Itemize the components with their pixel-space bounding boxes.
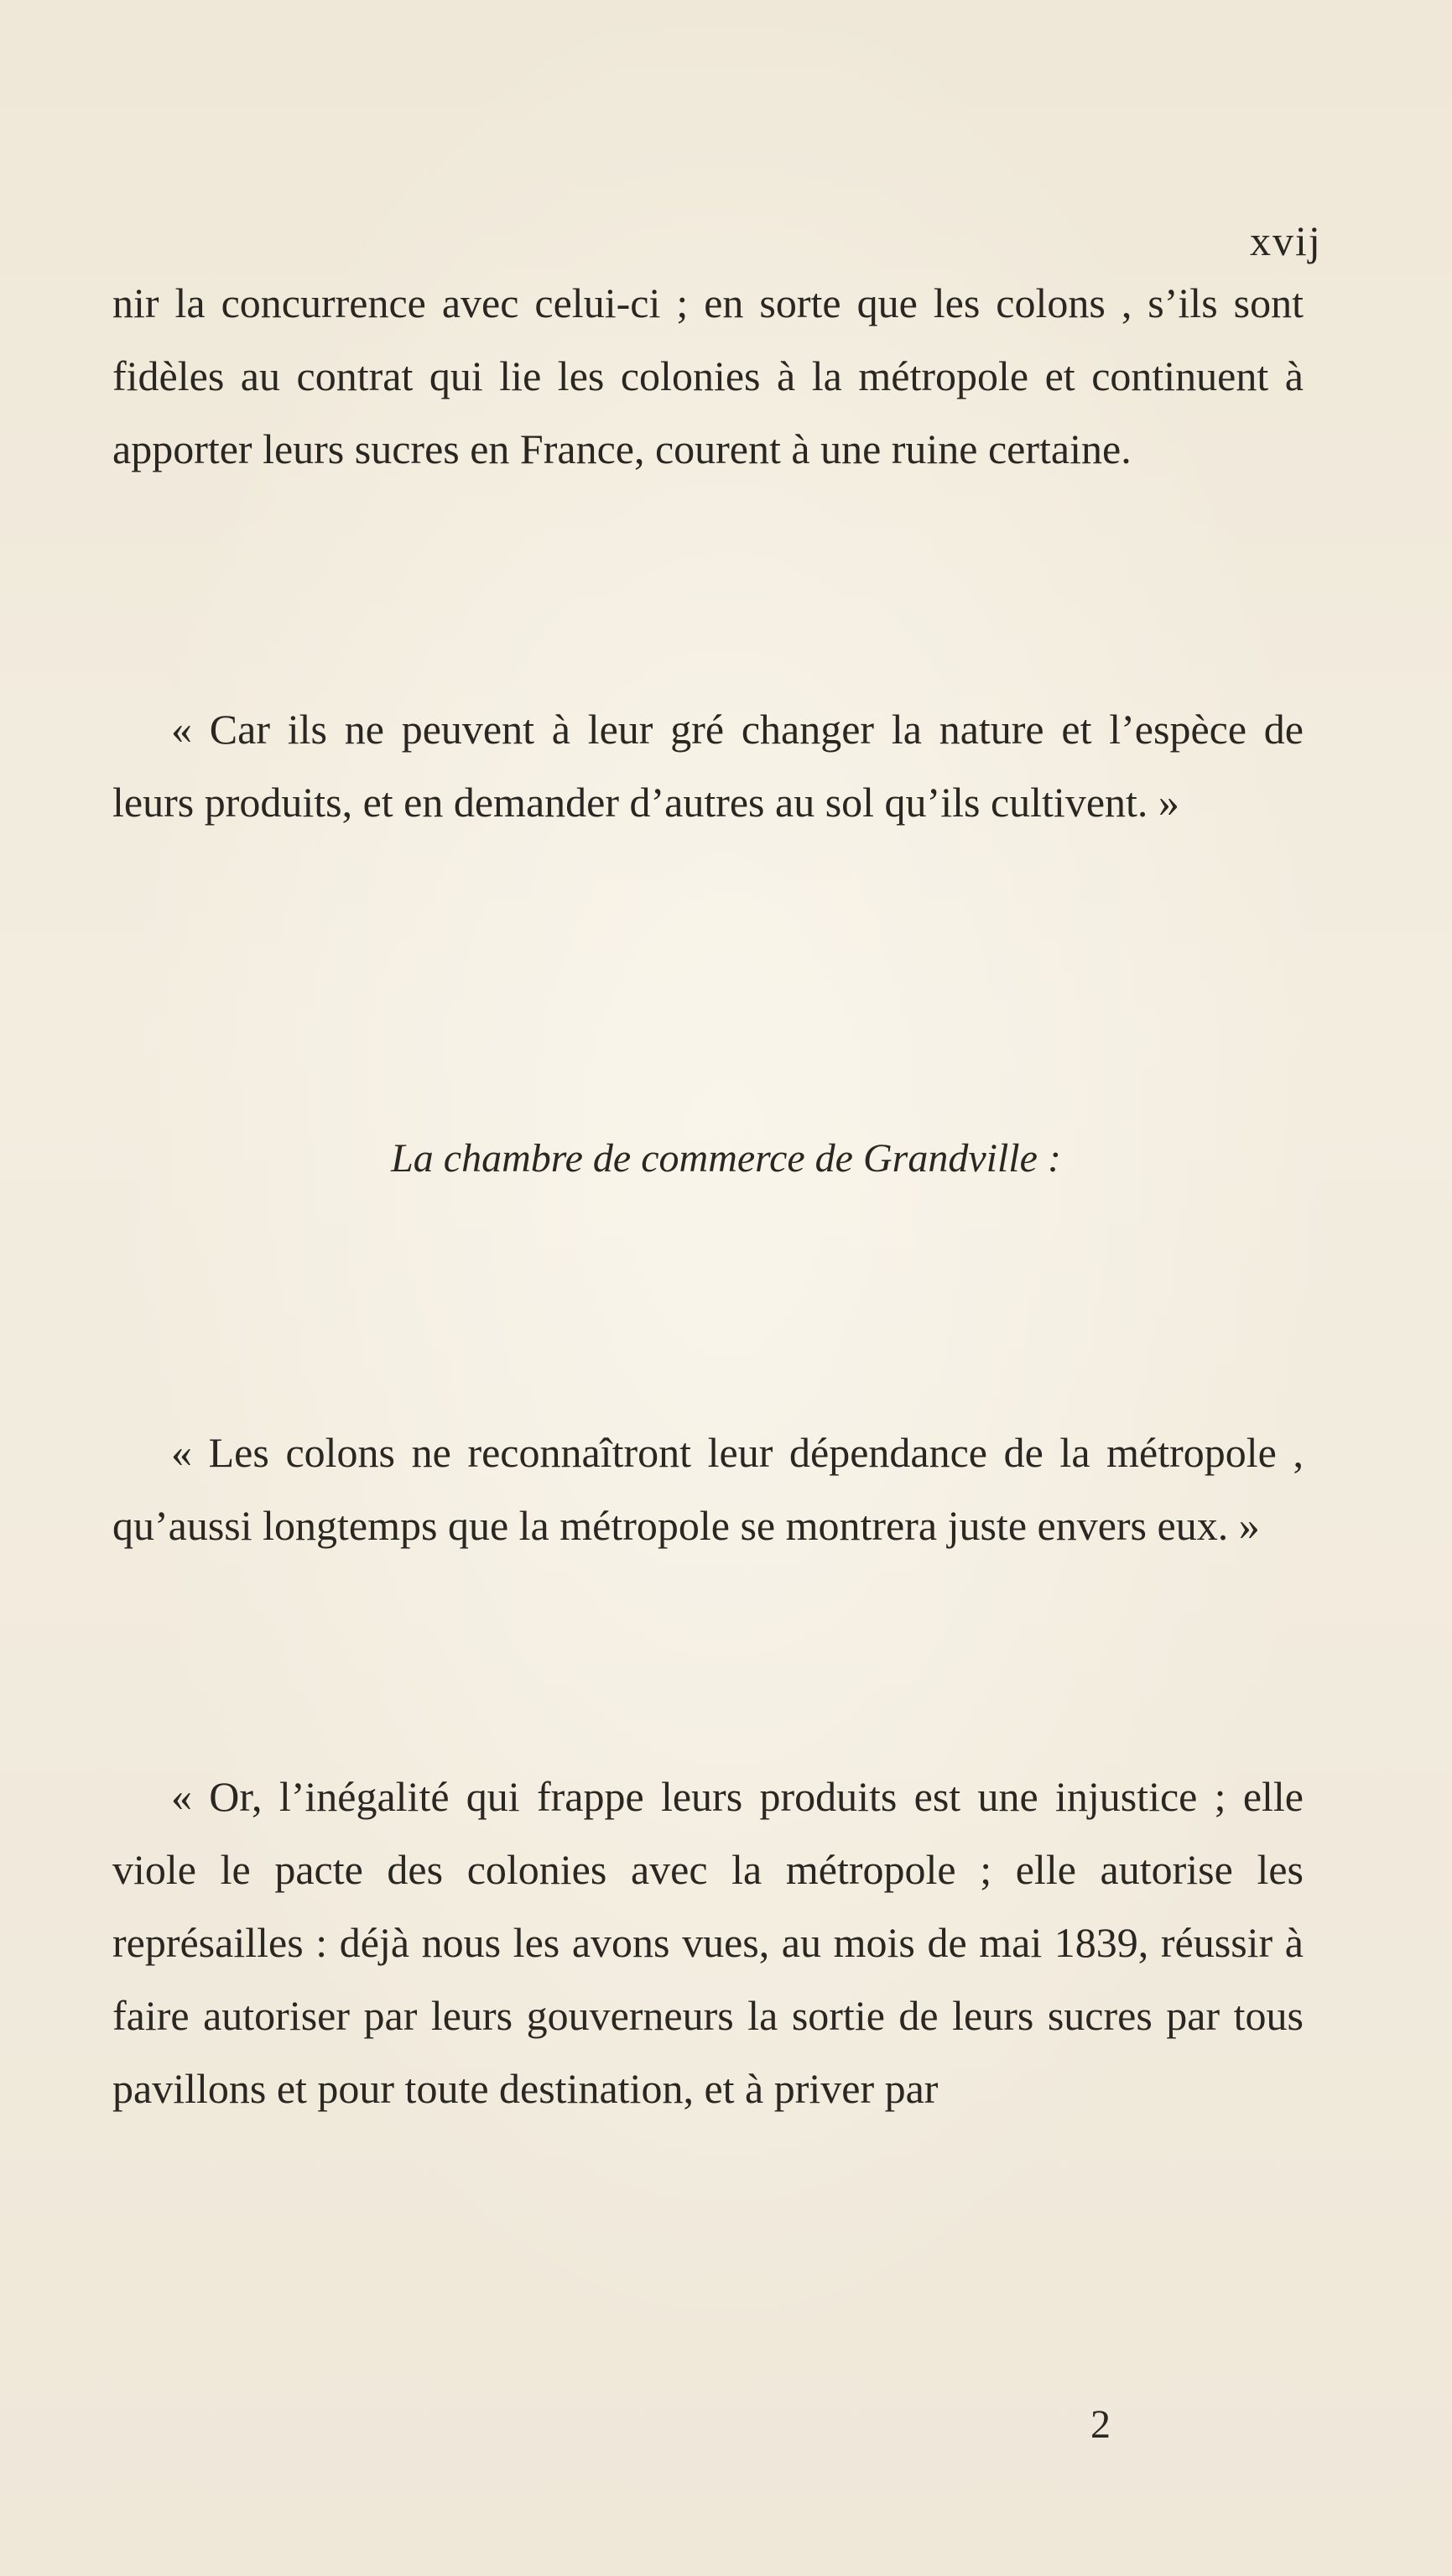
page-folio: xvij: [1250, 217, 1322, 264]
section-heading: La chambre de commerce de Grandville :: [391, 1136, 1061, 1181]
paragraph-2: « Car ils ne peuvent à leur gré changer la nature et l’espèce de leurs produits, et en demander d’autres au sol qu’ils cultivent. »: [112, 706, 1304, 826]
signature-mark: 2: [1090, 2402, 1111, 2447]
paragraph-4: « Or, l’inégalité qui frappe leurs produits est une injustice ; elle viole le pacte des colonies avec la métropole ; elle autorise les représailles : déjà nous les avons vues, au mois de mai 1839, réussir à faire autoriser par leurs gouverneurs la sortie de leurs sucres par tous pavillons et pour toute destination, et à priver par: [112, 1773, 1304, 2112]
paragraph-1: nir la concurrence avec celui-ci ; en sorte que les colons , s’ils sont fidèles au contrat qui lie les colonies à la métropole et continuent à apporter leurs sucres en France, courent à une ruine certaine.: [112, 279, 1304, 472]
paragraph-3: « Les colons ne reconnaîtront leur dépendance de la métropole , qu’aussi longtemps que la métropole se montrera juste envers eux. »: [112, 1429, 1304, 1549]
